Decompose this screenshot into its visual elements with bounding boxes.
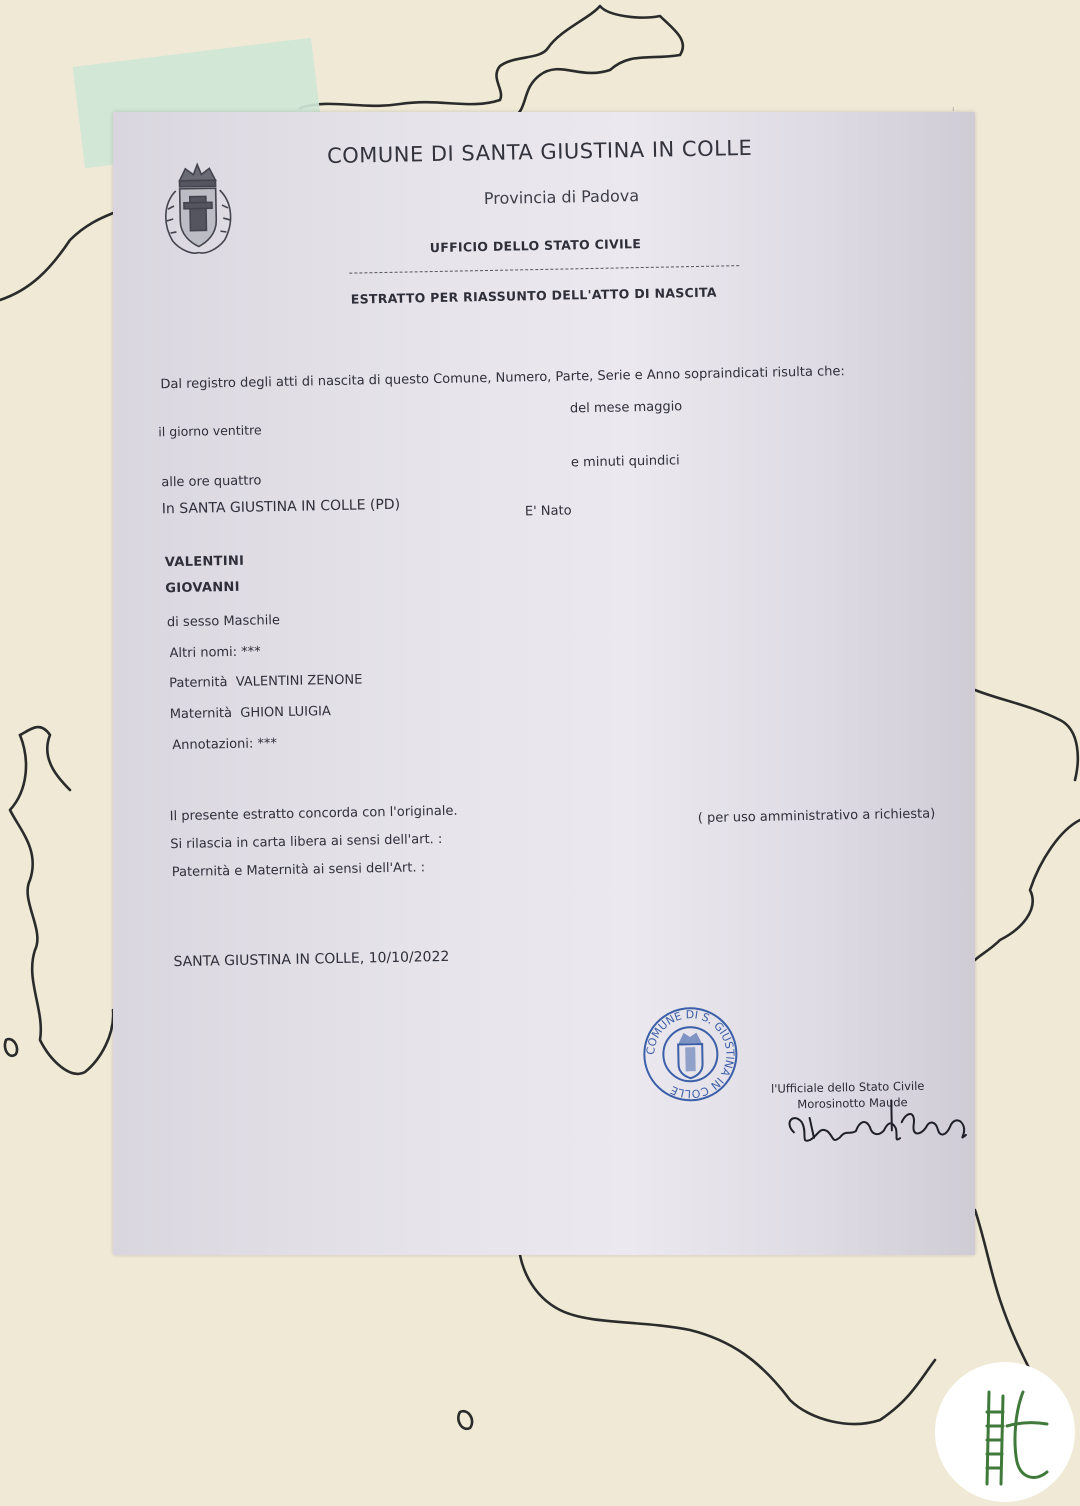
nato-text: E' Nato [524,503,572,520]
ufficio-label: UFFICIO DELLO STATO CIVILE [429,236,642,256]
ore-text: alle ore quattro [161,473,262,491]
handwritten-signature-icon [779,1089,980,1163]
municipal-crest-icon [149,158,247,260]
provincia-label: Provincia di Padova [483,186,640,209]
cognome-value: VALENTINI [164,553,245,571]
stamp-text: COMUNE DI S. GIUSTINA IN COLLE [644,1008,737,1101]
watermark-logo-icon [935,1362,1075,1502]
uso-text: ( per uso amministrativo a richiesta) [697,806,936,827]
date-place-text: SANTA GIUSTINA IN COLLE, 10/10/2022 [173,948,450,971]
estratto-label: ESTRATTO PER RIASSUNTO DELL'ATTO DI NASCITA [350,284,717,307]
paternita-maternita-text: Paternità e Maternità ai sensi dell'Art. : [171,860,426,881]
maternita-text: Maternità GHION LUIGIA [169,704,331,723]
ufficiale-nome: Morosinotto Maude [797,1095,908,1112]
dotted-separator [349,265,739,273]
municipal-stamp-icon [639,1003,741,1105]
comune-title: COMUNE DI SANTA GIUSTINA IN COLLE [326,135,753,169]
birth-certificate-paper [113,106,975,1255]
intro-text: Dal registro degli atti di nascita di questo Comune, Numero, Parte, Serie e Anno sopraindicati risulta che: [160,364,845,393]
annotazioni-text: Annotazioni: *** [172,736,278,754]
document-content [102,104,986,1263]
mese-text: del mese maggio [569,399,683,417]
minuti-text: e minuti quindici [570,453,680,471]
concorda-text: Il presente estratto concorda con l'originale. [169,803,458,825]
giorno-text: il giorno ventitre [158,422,262,440]
ufficiale-label: l'Ufficiale dello Stato Civile [770,1078,925,1096]
luogo-text: In SANTA GIUSTINA IN COLLE (PD) [161,496,401,518]
carta-libera-text: Si rilascia in carta libera ai sensi dell'art. : [170,831,443,853]
altri-nomi-text: Altri nomi: *** [169,644,261,662]
paternita-text: Paternità VALENTINI ZENONE [169,672,363,692]
corner-mark: ⁞ [952,106,955,114]
nome-value: GIOVANNI [165,579,240,597]
sesso-text: di sesso Maschile [166,613,281,631]
